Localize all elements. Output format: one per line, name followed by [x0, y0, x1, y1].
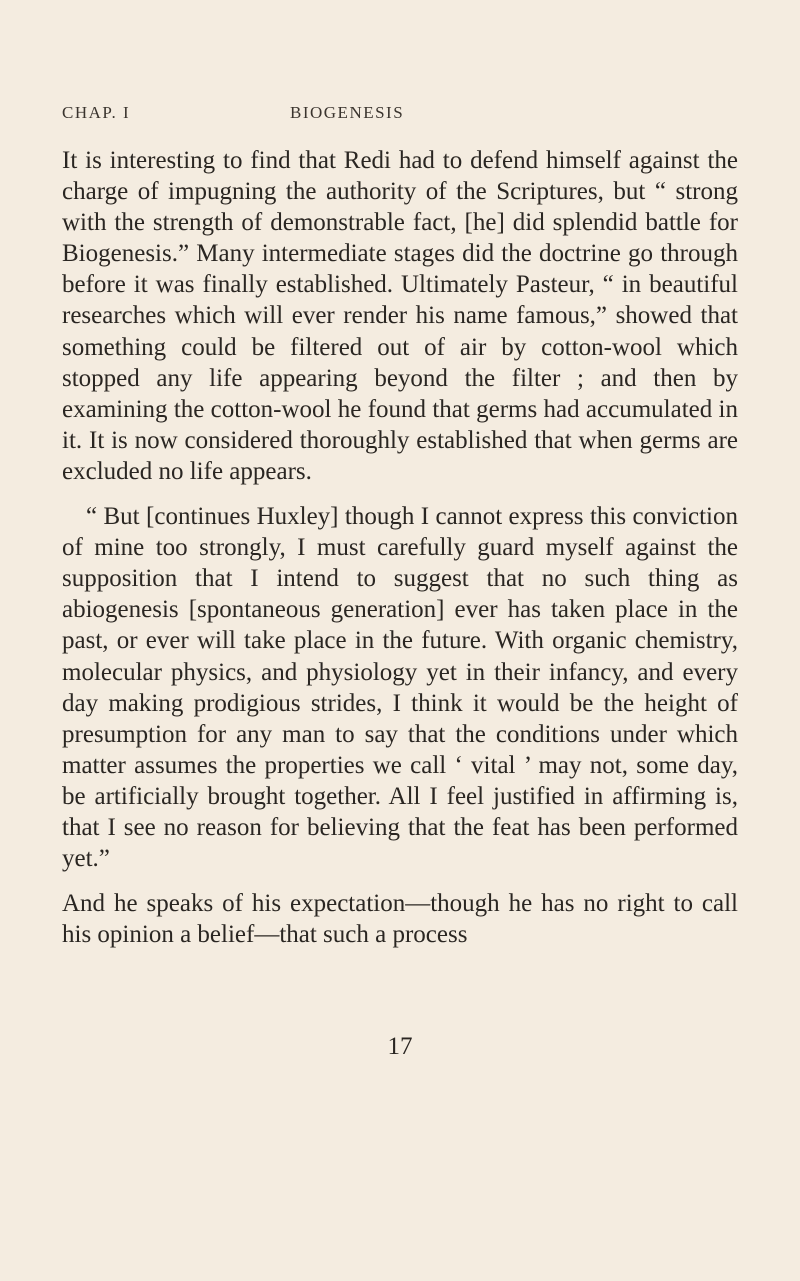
- paragraph-2: “ But [continues Huxley] though I cannot express this conviction of mine too strongly, I must carefully guard myself against the supposition that I intend to suggest that no such thing as abiogenesis [spontaneous generation] ever has taken place in the past, or ever will take place in the future. With organic chemistry, molecular physics, and physiology yet in their infancy, and every day making prodigious strides, I think it would be the height of presumption for any man to say that the conditions under which matter assumes the properties we call ‘ vital ’ may not, some day, be artificially brought together. All I feel justified in affirming is, that I see no reason for believing that the feat has been performed yet.”: [62, 503, 738, 873]
- running-title: BIOGENESIS: [290, 103, 405, 122]
- body-text: [62, 145, 738, 950]
- chapter-label: CHAP. I: [62, 103, 131, 122]
- paragraph-1: It is interesting to find that Redi had to defend himself against the charge of impugning the authority of the Scriptures, but “ strong with the strength of demonstrable fact, [he] did splendid battle for Biogenesis.” Many intermediate stages did the doctrine go through before it was finally established. Ultimately Pasteur, “ in beautiful researches which will ever render his name famous,” showed that something could be filtered out of air by cotton-wool which stopped any life appearing beyond the filter ; and then by examining the cotton-wool he found that germs had accumulated in it. It is now considered thoroughly established that when germs are excluded no life appears.: [62, 147, 738, 485]
- page-number: 17: [387, 1033, 413, 1060]
- running-head: [62, 103, 738, 125]
- paragraph-3: And he speaks of his expectation—though he has no right to call his opinion a belief—that such a process: [62, 890, 738, 949]
